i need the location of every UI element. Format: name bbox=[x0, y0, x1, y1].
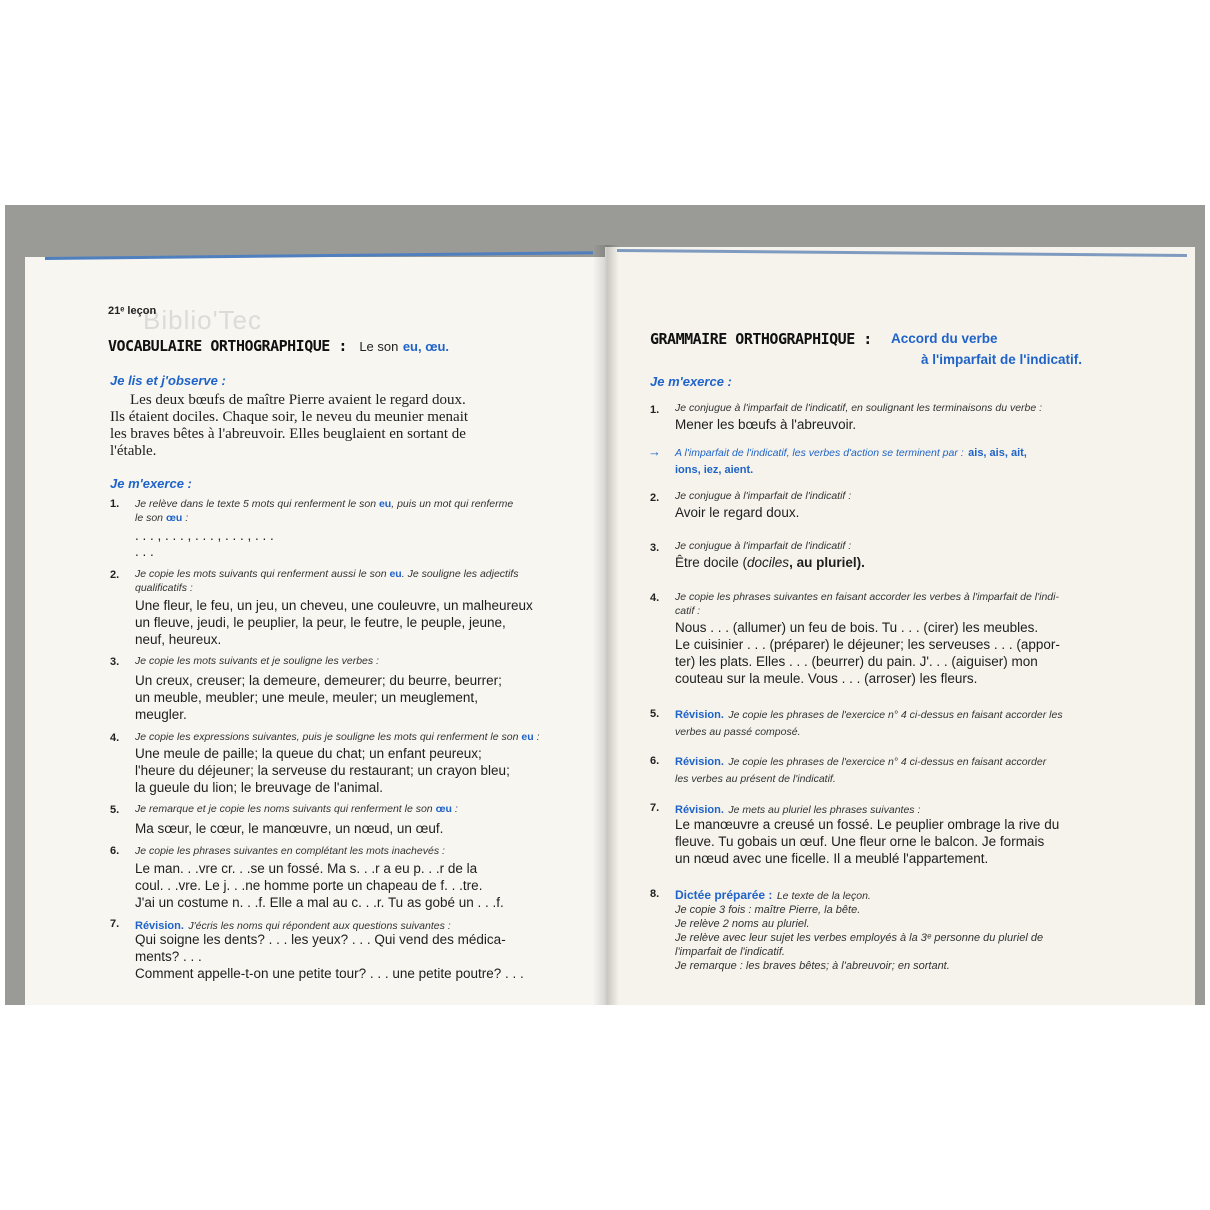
left-ex5-sound: œu bbox=[435, 803, 452, 815]
left-ex1-inst-c: le son bbox=[135, 512, 164, 524]
right-ex8-line: Je remarque : les braves bêtes; à l'abreuvoir; en sortant. bbox=[675, 960, 950, 972]
left-ex6-instruction: Je copie les phrases suivantes en complétant les mots inachevés : bbox=[135, 845, 445, 857]
left-ex6-line: Le man. . .vre cr. . .se un fossé. Ma s. . .r a eu p. . .r de la bbox=[135, 861, 478, 876]
right-ex6-number: 6. bbox=[650, 755, 660, 767]
right-ex7-number: 7. bbox=[650, 802, 660, 814]
left-ex7-line: Comment appelle-t-on une petite tour? . . . une petite poutre? . . . bbox=[135, 966, 524, 981]
left-ex4-sound: eu bbox=[521, 731, 534, 743]
left-ex6-number: 6. bbox=[110, 845, 120, 857]
left-ex1-dots: . . . , . . . , . . . , . . . , . . . bbox=[135, 528, 274, 543]
right-ex1-instruction: Je conjugue à l'imparfait de l'indicatif, en soulignant les terminaisons du verbe : bbox=[675, 402, 1043, 414]
right-ex3-text bbox=[675, 554, 865, 571]
right-ex3-text-b: dociles bbox=[747, 555, 790, 570]
left-ex3-line: un meuble, meubler; une meule, meuler; un meuglement, bbox=[135, 690, 478, 705]
left-ex4-text bbox=[135, 745, 575, 796]
right-ex4-instruction bbox=[675, 590, 1145, 618]
right-ex7-line: Le manœuvre a creusé un fossé. Le peuplier ombrage la rive du bbox=[675, 817, 1060, 832]
right-ex1-text: Mener les bœufs à l'abreuvoir. bbox=[675, 417, 857, 432]
left-ex2-instruction bbox=[135, 567, 575, 595]
left-ex2-inst-c: qualificatifs : bbox=[135, 582, 193, 594]
rule-endings-2: ions, iez, aient. bbox=[675, 464, 754, 476]
left-ex2-sound: eu bbox=[389, 568, 402, 580]
right-ex6-label: Révision. bbox=[675, 756, 724, 768]
left-ex1-inst-b: , puis un mot qui renferme bbox=[391, 498, 514, 510]
right-ex3-instruction: Je conjugue à l'imparfait de l'indicatif : bbox=[675, 540, 852, 552]
right-ex6-instruction bbox=[675, 753, 1145, 787]
right-ex4-line: couteau sur la meule. Vous . . . (arroser) les fleurs. bbox=[675, 671, 978, 686]
read-line: Ils étaient dociles. Chaque soir, le neveu du meunier menait bbox=[110, 409, 469, 425]
left-ex1-sound1: eu bbox=[378, 498, 392, 510]
left-ex3-text bbox=[135, 672, 575, 723]
right-ex8-instruction bbox=[675, 886, 871, 904]
left-ex5-instruction bbox=[135, 803, 458, 815]
right-ex8-text bbox=[675, 903, 1145, 973]
left-ex4-inst-a: Je copie les expressions suivantes, puis je souligne les mots qui renferment le son bbox=[135, 731, 519, 743]
right-ex4-number: 4. bbox=[650, 592, 660, 604]
left-ex2-line: neuf, heureux. bbox=[135, 632, 222, 647]
left-ex5-inst-a: Je remarque et je copie les noms suivants qui renferment le son bbox=[135, 803, 433, 815]
read-line: Les deux bœufs de maître Pierre avaient le regard doux. bbox=[130, 392, 466, 408]
book-photo bbox=[5, 205, 1205, 1005]
right-heading-sub2: à l'imparfait de l'indicatif. bbox=[921, 352, 1082, 367]
left-ex1-dots2: . . . bbox=[135, 544, 154, 559]
read-text bbox=[110, 392, 570, 460]
right-ex8-line: l'imparfait de l'indicatif. bbox=[675, 946, 785, 958]
left-ex3-line: Un creux, creuser; la demeure, demeurer; du beurre, beurrer; bbox=[135, 673, 502, 688]
left-ex7-line: ments? . . . bbox=[135, 949, 202, 964]
right-ex7-line: un nœud avec une ficelle. Il a meublé l'appartement. bbox=[675, 851, 989, 866]
right-ex7-inst: Je mets au pluriel les phrases suivantes : bbox=[728, 804, 921, 816]
right-ex5-inst-a: Je copie les phrases de l'exercice n° 4 ci-dessus en faisant accorder les bbox=[728, 709, 1063, 721]
right-ex8-label: Dictée préparée : bbox=[675, 888, 773, 902]
left-exercise-title: Je m'exerce : bbox=[110, 476, 192, 491]
left-ex6-line: J'ai un costume n. . .f. Elle a mal au c. . .r. Tu as gobé un . . .f. bbox=[135, 895, 504, 910]
left-ex6-line: coul. . .vre. Le j. . .ne homme porte un chapeau de f. . .tre. bbox=[135, 878, 483, 893]
left-ex3-number: 3. bbox=[110, 656, 120, 668]
left-ex7-line: Qui soigne les dents? . . . les yeux? . . . Qui vend des médica- bbox=[135, 932, 506, 947]
right-ex6-inst-a: Je copie les phrases de l'exercice n° 4 ci-dessus en faisant accorder bbox=[728, 756, 1047, 768]
right-heading-title: GRAMMAIRE ORTHOGRAPHIQUE : bbox=[650, 330, 872, 348]
book-gutter bbox=[593, 245, 619, 1005]
left-ex4-inst-b: : bbox=[536, 731, 540, 743]
right-ex4-text bbox=[675, 619, 1145, 687]
rule-text: A l'imparfait de l'indicatif, les verbes d'action se terminent par : bbox=[675, 447, 964, 459]
read-title: Je lis et j'observe : bbox=[110, 373, 226, 388]
right-ex3-number: 3. bbox=[650, 542, 660, 554]
conjugation-rule bbox=[675, 444, 1145, 478]
left-ex3-line: meugler. bbox=[135, 707, 187, 722]
right-ex5-label: Révision. bbox=[675, 709, 724, 721]
left-ex7-label: Révision. bbox=[135, 920, 184, 932]
right-ex4-line: ter) les plats. Elles . . . (beurrer) du pain. J'. . . (aiguiser) mon bbox=[675, 654, 1038, 669]
left-ex2-line: un fleuve, jeudi, le peuplier, la peur, le feutre, le peuple, jeune, bbox=[135, 615, 506, 630]
left-ex2-text bbox=[135, 597, 575, 648]
watermark: Biblio'Tec bbox=[143, 305, 263, 335]
right-ex8-line: Je relève avec leur sujet les verbes employés à la 3ᵉ personne du pluriel de bbox=[675, 932, 1044, 944]
left-ex7-inst: J'écris les noms qui répondent aux questions suivantes : bbox=[188, 920, 451, 932]
right-ex4-inst-a: Je copie les phrases suivantes en faisant accorder les verbes à l'imparfait de l'indi- bbox=[675, 591, 1059, 603]
right-ex7-line: fleuve. Tu gobais un œuf. Une fleur orne le balcon. Je formais bbox=[675, 834, 1045, 849]
right-heading-sub1: Accord du verbe bbox=[891, 331, 998, 346]
left-ex4-line: l'heure du déjeuner; la serveuse du restaurant; un crayon bleu; bbox=[135, 763, 510, 778]
right-ex8-inst: Le texte de la leçon. bbox=[776, 890, 871, 902]
read-line: les braves bêtes à l'abreuvoir. Elles beuglaient en sortant de bbox=[110, 426, 466, 442]
left-heading bbox=[108, 337, 449, 356]
lesson-number: 21ᵉ leçon bbox=[108, 305, 157, 317]
left-ex2-line: Une fleur, le feu, un jeu, un cheveu, une couleuvre, un malheureux bbox=[135, 598, 533, 613]
right-ex1-number: 1. bbox=[650, 404, 660, 416]
right-ex7-label: Révision. bbox=[675, 804, 724, 816]
right-ex2-instruction: Je conjugue à l'imparfait de l'indicatif : bbox=[675, 490, 852, 502]
rule-endings-1: ais, ais, ait, bbox=[968, 447, 1027, 459]
left-ex1-sound2: œu bbox=[165, 512, 183, 524]
left-heading-title: VOCABULAIRE ORTHOGRAPHIQUE : bbox=[108, 337, 347, 355]
left-ex2-inst-a: Je copie les mots suivants qui renferment aussi le son bbox=[135, 568, 387, 580]
right-ex4-line: Nous . . . (allumer) un feu de bois. Tu . . . (cirer) les meubles. bbox=[675, 620, 1039, 635]
right-ex4-line: Le cuisinier . . . (préparer) le déjeuner; les serveuses . . . (appor- bbox=[675, 637, 1060, 652]
read-line: l'étable. bbox=[110, 443, 157, 459]
right-ex5-number: 5. bbox=[650, 708, 660, 720]
right-ex2-text: Avoir le regard doux. bbox=[675, 505, 800, 520]
left-ex2-inst-b: . Je souligne les adjectifs bbox=[401, 568, 519, 580]
right-ex3-text-a: Être docile ( bbox=[675, 555, 748, 570]
right-ex8-number: 8. bbox=[650, 888, 660, 900]
left-ex4-instruction bbox=[135, 731, 539, 743]
left-ex6-text bbox=[135, 860, 575, 911]
left-ex4-number: 4. bbox=[110, 732, 120, 744]
left-ex1-inst-a: Je relève dans le texte 5 mots qui renferment le son bbox=[135, 498, 377, 510]
right-ex5-inst-b: verbes au passé composé. bbox=[675, 726, 801, 738]
left-heading-sounds: eu, œu. bbox=[402, 339, 450, 354]
left-ex1-instruction bbox=[135, 497, 575, 525]
left-ex5-inst-b: : bbox=[454, 803, 458, 815]
left-ex3-instruction: Je copie les mots suivants et je souligne les verbes : bbox=[135, 655, 379, 667]
arrow-icon: → bbox=[648, 444, 661, 459]
right-ex3-text-c: , au pluriel). bbox=[789, 555, 865, 570]
left-ex4-line: la gueule du lion; le breuvage de l'animal. bbox=[135, 780, 383, 795]
right-exercise-title: Je m'exerce : bbox=[650, 374, 732, 389]
right-ex8-line: Je copie 3 fois : maître Pierre, la bête. bbox=[675, 904, 861, 916]
left-ex5-number: 5. bbox=[110, 804, 120, 816]
right-ex8-line: Je relève 2 noms au pluriel. bbox=[675, 918, 810, 930]
right-ex2-number: 2. bbox=[650, 492, 660, 504]
left-ex7-number: 7. bbox=[110, 918, 120, 930]
right-ex7-text bbox=[675, 816, 1145, 867]
left-ex2-number: 2. bbox=[110, 569, 120, 581]
right-ex5-instruction bbox=[675, 706, 1145, 740]
right-ex6-inst-b: les verbes au présent de l'indicatif. bbox=[675, 773, 836, 785]
left-ex1-number: 1. bbox=[110, 498, 120, 510]
left-heading-sub: Le son bbox=[359, 339, 399, 354]
left-ex1-inst-d: : bbox=[185, 512, 189, 524]
left-ex5-text: Ma sœur, le cœur, le manœuvre, un nœud, un œuf. bbox=[135, 821, 444, 836]
right-ex4-inst-b: catif : bbox=[675, 605, 701, 617]
left-ex4-line: Une meule de paille; la queue du chat; un enfant peureux; bbox=[135, 746, 482, 761]
left-ex7-text bbox=[135, 931, 575, 982]
